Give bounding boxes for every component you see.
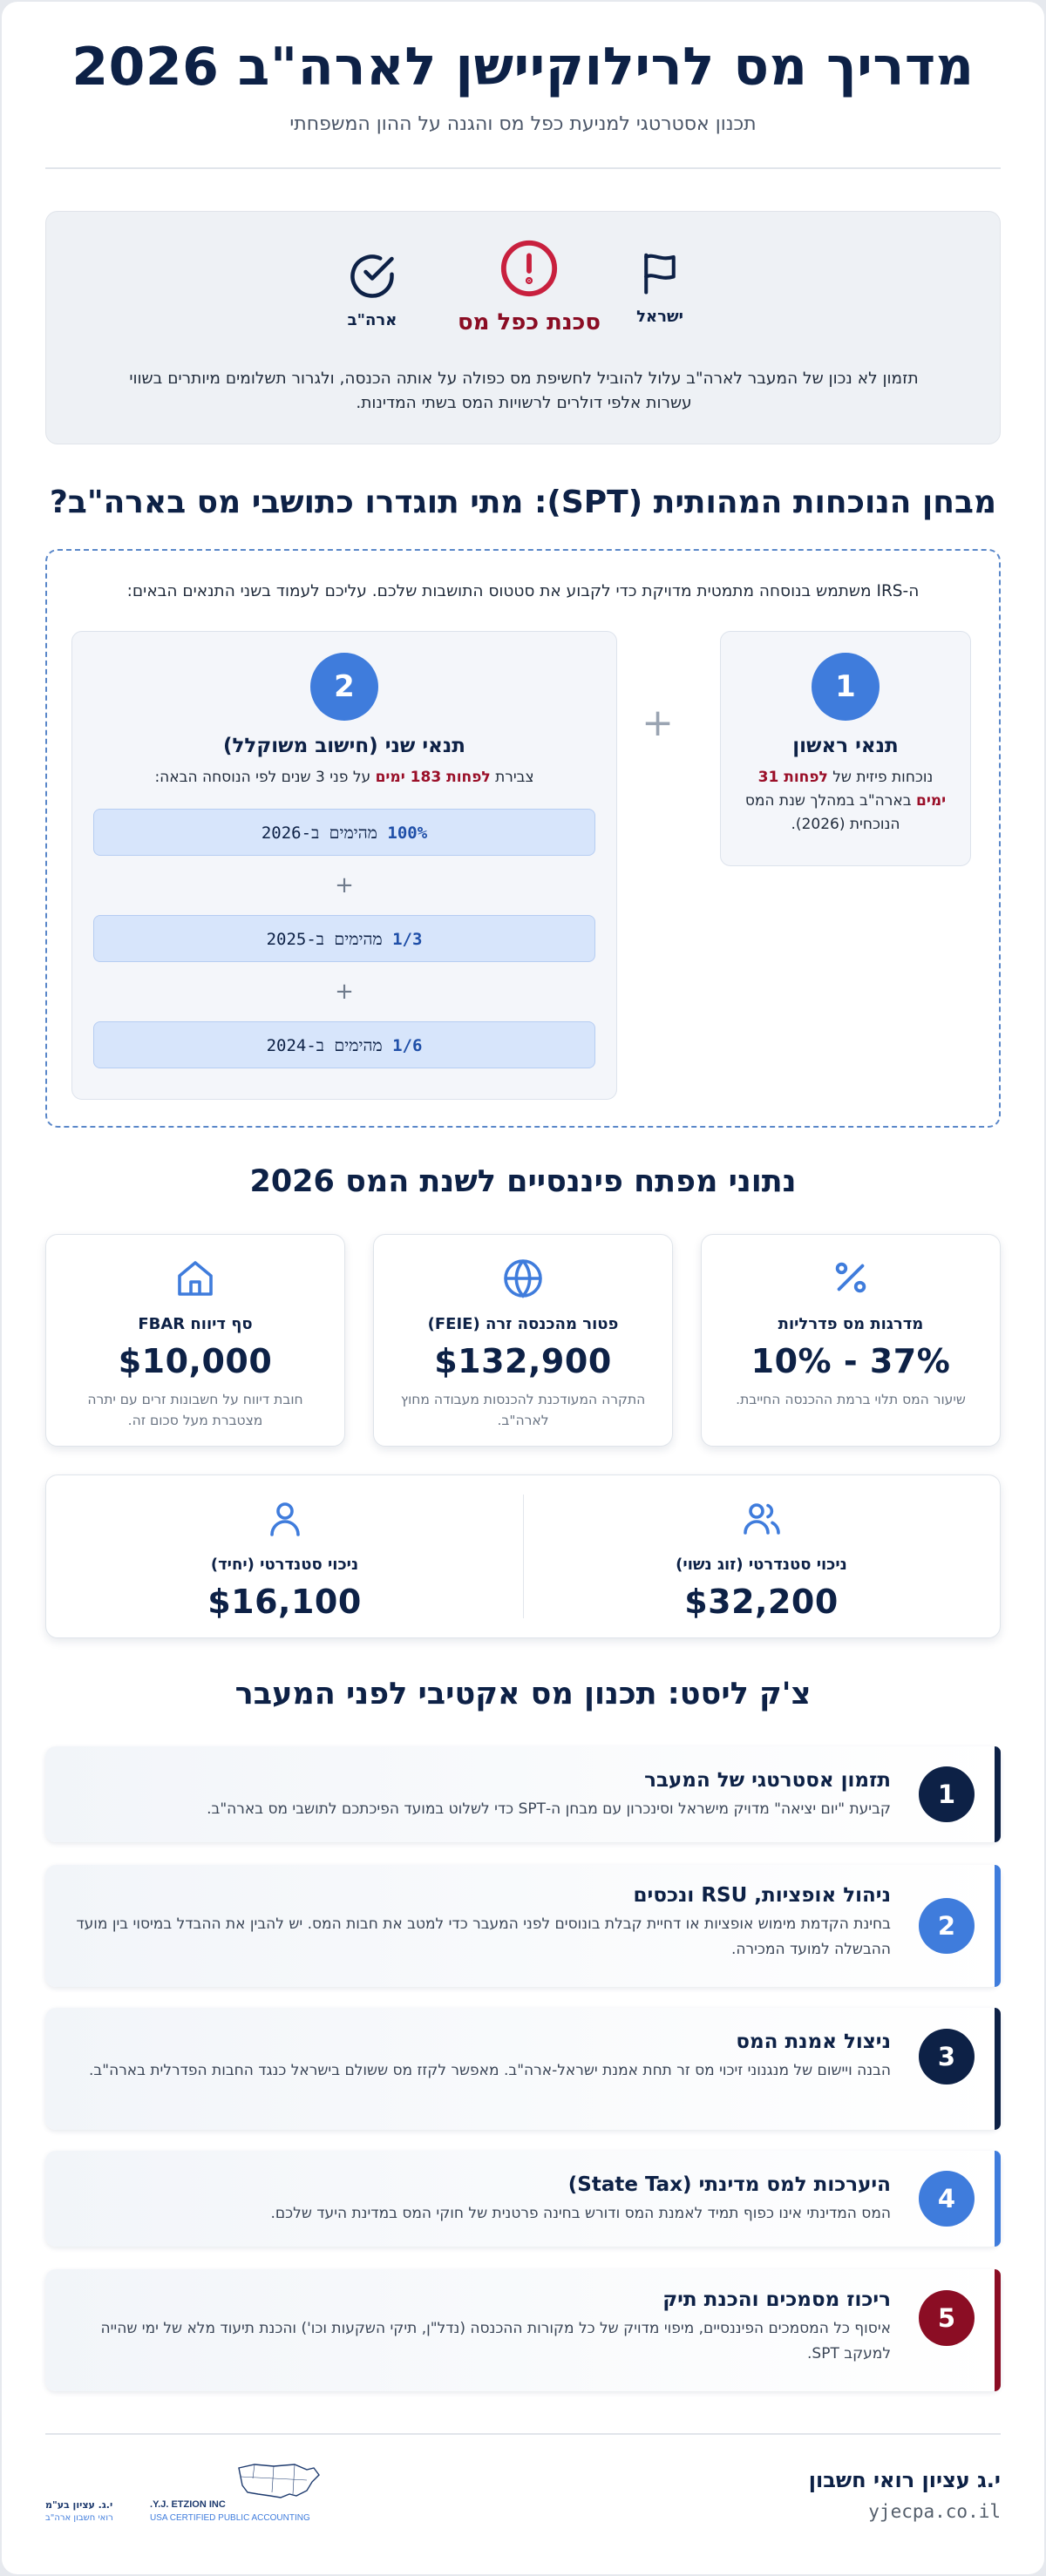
spt-intro: ה-IRS משתמש בנוסחה מתמטית מדויקת כדי לקבוע את סטטוס התושבות שלכם. עליכם לעמוד בשני התנאים הבאים:: [126, 582, 920, 600]
deduction-divider: [523, 1495, 524, 1618]
plus-sign: +: [642, 701, 674, 745]
globe-icon: [374, 1257, 672, 1301]
checklist-item-accent: [995, 2269, 1001, 2391]
checklist-item-number: 5: [919, 2290, 975, 2346]
tax-brackets-value: 10% - 37%: [751, 1342, 951, 1380]
checklist-item-title: היערכות למס מדינתי (State Tax): [567, 2173, 891, 2196]
condition-1-highlight: לפחות 31 ימים: [757, 769, 947, 810]
checklist-item-title: ניצול אמנת המס: [736, 2030, 891, 2053]
checklist-item-title: ריכוז מסמכים והכנת תיק: [662, 2288, 891, 2311]
checklist-item-title: ניהול אופציות, RSU ונכסים: [633, 1884, 891, 1907]
double-tax-risk-box: [45, 211, 1001, 444]
israel-label: ישראל: [636, 308, 683, 326]
checklist-item: [45, 2151, 1001, 2247]
check-circle-icon: [337, 250, 407, 306]
deduction-married-value: $32,200: [684, 1583, 839, 1621]
fbar-desc: חובת דיווח על חשבונות זרים עם יתרה מצטברת מעל סכום זה.: [87, 1392, 303, 1428]
checklist-section-title: צ'ק ליסט: תכנון מס אקטיבי לפני המעבר: [234, 1677, 812, 1712]
logo-subtext-he: רואי חשבון ארה"ב: [45, 2513, 113, 2523]
formula-row-2026: 100% מהימים ב-2026: [93, 809, 595, 856]
footer-divider: [45, 2433, 1001, 2435]
checklist-item-accent: [995, 2008, 1001, 2130]
infographic-page: [2, 2, 1044, 2574]
tax-brackets-card: [701, 1234, 1001, 1447]
flag-icon: [634, 247, 686, 302]
firm-logo: [45, 2461, 345, 2532]
usa-column: [337, 250, 407, 329]
standard-deduction-card: [45, 1474, 1001, 1638]
condition-2-text: צבירת לפחות 183 ימים על פני 3 שנים לפי הנוסחה הבאה:: [154, 769, 534, 786]
formula-plus: +: [335, 979, 354, 1005]
condition-2-number: 2: [310, 653, 378, 721]
checklist-item-accent: [995, 1865, 1001, 1987]
fbar-label: סף דיווח FBAR: [138, 1315, 253, 1333]
alert-circle-icon: [433, 238, 625, 302]
firm-name: י.ג עציון רואי חשבון: [808, 2468, 1001, 2492]
house-icon: [46, 1257, 344, 1301]
double-tax-risk-label: סכנת כפל מס: [457, 309, 601, 336]
formula-plus: +: [335, 872, 354, 898]
usa-label: ארה"ב: [347, 311, 397, 329]
feie-card: [373, 1234, 673, 1447]
feie-value: $132,900: [434, 1342, 612, 1380]
formula-row-2025: 1/3 מהימים ב-2025: [93, 915, 595, 962]
fbar-card: [45, 1234, 345, 1447]
deduction-married: [523, 1475, 1000, 1637]
checklist-item-number: 3: [919, 2029, 975, 2085]
percent-icon: [702, 1257, 1000, 1301]
deduction-single-value: $16,100: [207, 1583, 362, 1621]
deduction-married-label: ניכוי סטנדרטי (זוג נשוי): [676, 1556, 847, 1574]
users-icon: [523, 1498, 1000, 1542]
checklist-item-number: 4: [919, 2171, 975, 2227]
feie-label: פטור מהכנסה זרה (FEIE): [427, 1315, 619, 1333]
checklist-item-text: המס המדינתי אינו כפוף תמיד לאמנת המס ודורש בחינה פרטנית של חוקי המס במדינת היעד שלכם.: [270, 2205, 891, 2222]
israel-column: [634, 247, 686, 326]
page-subtitle: תכנון אסטרטגי למניעת כפל מס והגנה על ההון המשפחתי: [289, 113, 757, 135]
logo-text-en: Y.J. ETZION INC.: [150, 2499, 226, 2510]
formula-row-2024: 1/6 מהימים ב-2024: [93, 1021, 595, 1068]
user-icon: [46, 1498, 523, 1542]
tax-brackets-label: מדרגות מס פדרליות: [778, 1315, 924, 1333]
condition-1-card: [720, 631, 971, 866]
condition-1-number: 1: [812, 653, 880, 721]
checklist-item-text: קביעת "יום יציאה" מדויק מישראל וסינכרון עם מבחן ה-SPT כדי לשלוט במועד הפיכתכם לתושבי מס בארה"ב.: [207, 1800, 891, 1818]
page-title: מדריך מס לרילוקיישן לארה"ב 2026: [71, 37, 975, 98]
deduction-single: [46, 1475, 523, 1637]
fbar-value: $10,000: [118, 1342, 273, 1380]
condition-2-highlight: לפחות 183 ימים: [375, 769, 491, 786]
checklist-item: [45, 2008, 1001, 2130]
spt-box: [45, 549, 1001, 1128]
financial-section-title: נתוני מפתח פיננסיים לשנת המס 2026: [249, 1164, 797, 1199]
feie-desc: התקרה המעודכנת להכנסות מעבודה מחוץ לארה"ב.: [400, 1392, 646, 1428]
condition-2-title: תנאי שני (חישוב משוקלל): [222, 735, 465, 757]
checklist-item: [45, 1865, 1001, 1987]
risk-center-column: [433, 238, 625, 336]
spt-section-title: מבחן הנוכחות המהותית (SPT): מתי תוגדרו כתושבי מס בארה"ב?: [49, 485, 997, 520]
condition-1-title: תנאי ראשון: [792, 735, 899, 757]
checklist-item-accent: [995, 2151, 1001, 2247]
condition-1-text: נוכחות פיזית של לפחות 31 ימים בארה"ב במהלך שנת המס הנוכחית (2026).: [744, 769, 947, 833]
checklist-item-text: בחינת הקדמת מימוש אופציות או דחיית קבלת בונוסים לפני המעבר כדי למטב את חבות המס. יש להבין את ההבדל במיסוי בין מועד ההבשלה למועד המכירה.: [76, 1915, 891, 1958]
checklist-item-accent: [995, 1746, 1001, 1842]
risk-description: תזמון לא נכון של המעבר לארה"ב עלול להוביל לחשיפת מס כפולה על אותה הכנסה, ולגרור תשלומים מיותרים בשווי עשרות אלפי דולרים לרשויות המס בשתי המדינות.: [129, 369, 919, 412]
deduction-single-label: ניכוי סטנדרטי (יחיד): [210, 1556, 359, 1574]
checklist-item-title: תזמון אסטרטגי של המעבר: [644, 1769, 891, 1792]
checklist-item-number: 2: [919, 1898, 975, 1954]
logo-text-he: י.ג. עציון בע"מ: [45, 2499, 113, 2511]
firm-website[interactable]: yjecpa.co.il: [868, 2501, 1001, 2522]
logo-subtext-en: USA CERTIFIED PUBLIC ACCOUNTING: [150, 2513, 310, 2523]
checklist-item-number: 1: [919, 1766, 975, 1822]
header-divider: [45, 167, 1001, 169]
tax-brackets-desc: שיעור המס תלוי ברמת ההכנסה החייבת.: [736, 1392, 966, 1407]
checklist-item: [45, 1746, 1001, 1842]
condition-2-card: [71, 631, 617, 1100]
checklist-item: [45, 2269, 1001, 2391]
checklist-item-text: הבנה ויישום של מנגנוני זיכוי מס זר תחת אמנת ישראל-ארה"ב. מאפשר לקזז מס ששולם בישראל כנגד החבות הפדרלית בארה"ב.: [89, 2062, 891, 2079]
checklist-item-text: איסוף כל המסמכים הפיננסיים, מיפוי מדויק של כל מקורות ההכנסה (נדל"ן, תיקי השקעות וכו') והכנת תיעוד מלא של ימי שהייה למעקב SPT.: [100, 2320, 891, 2362]
